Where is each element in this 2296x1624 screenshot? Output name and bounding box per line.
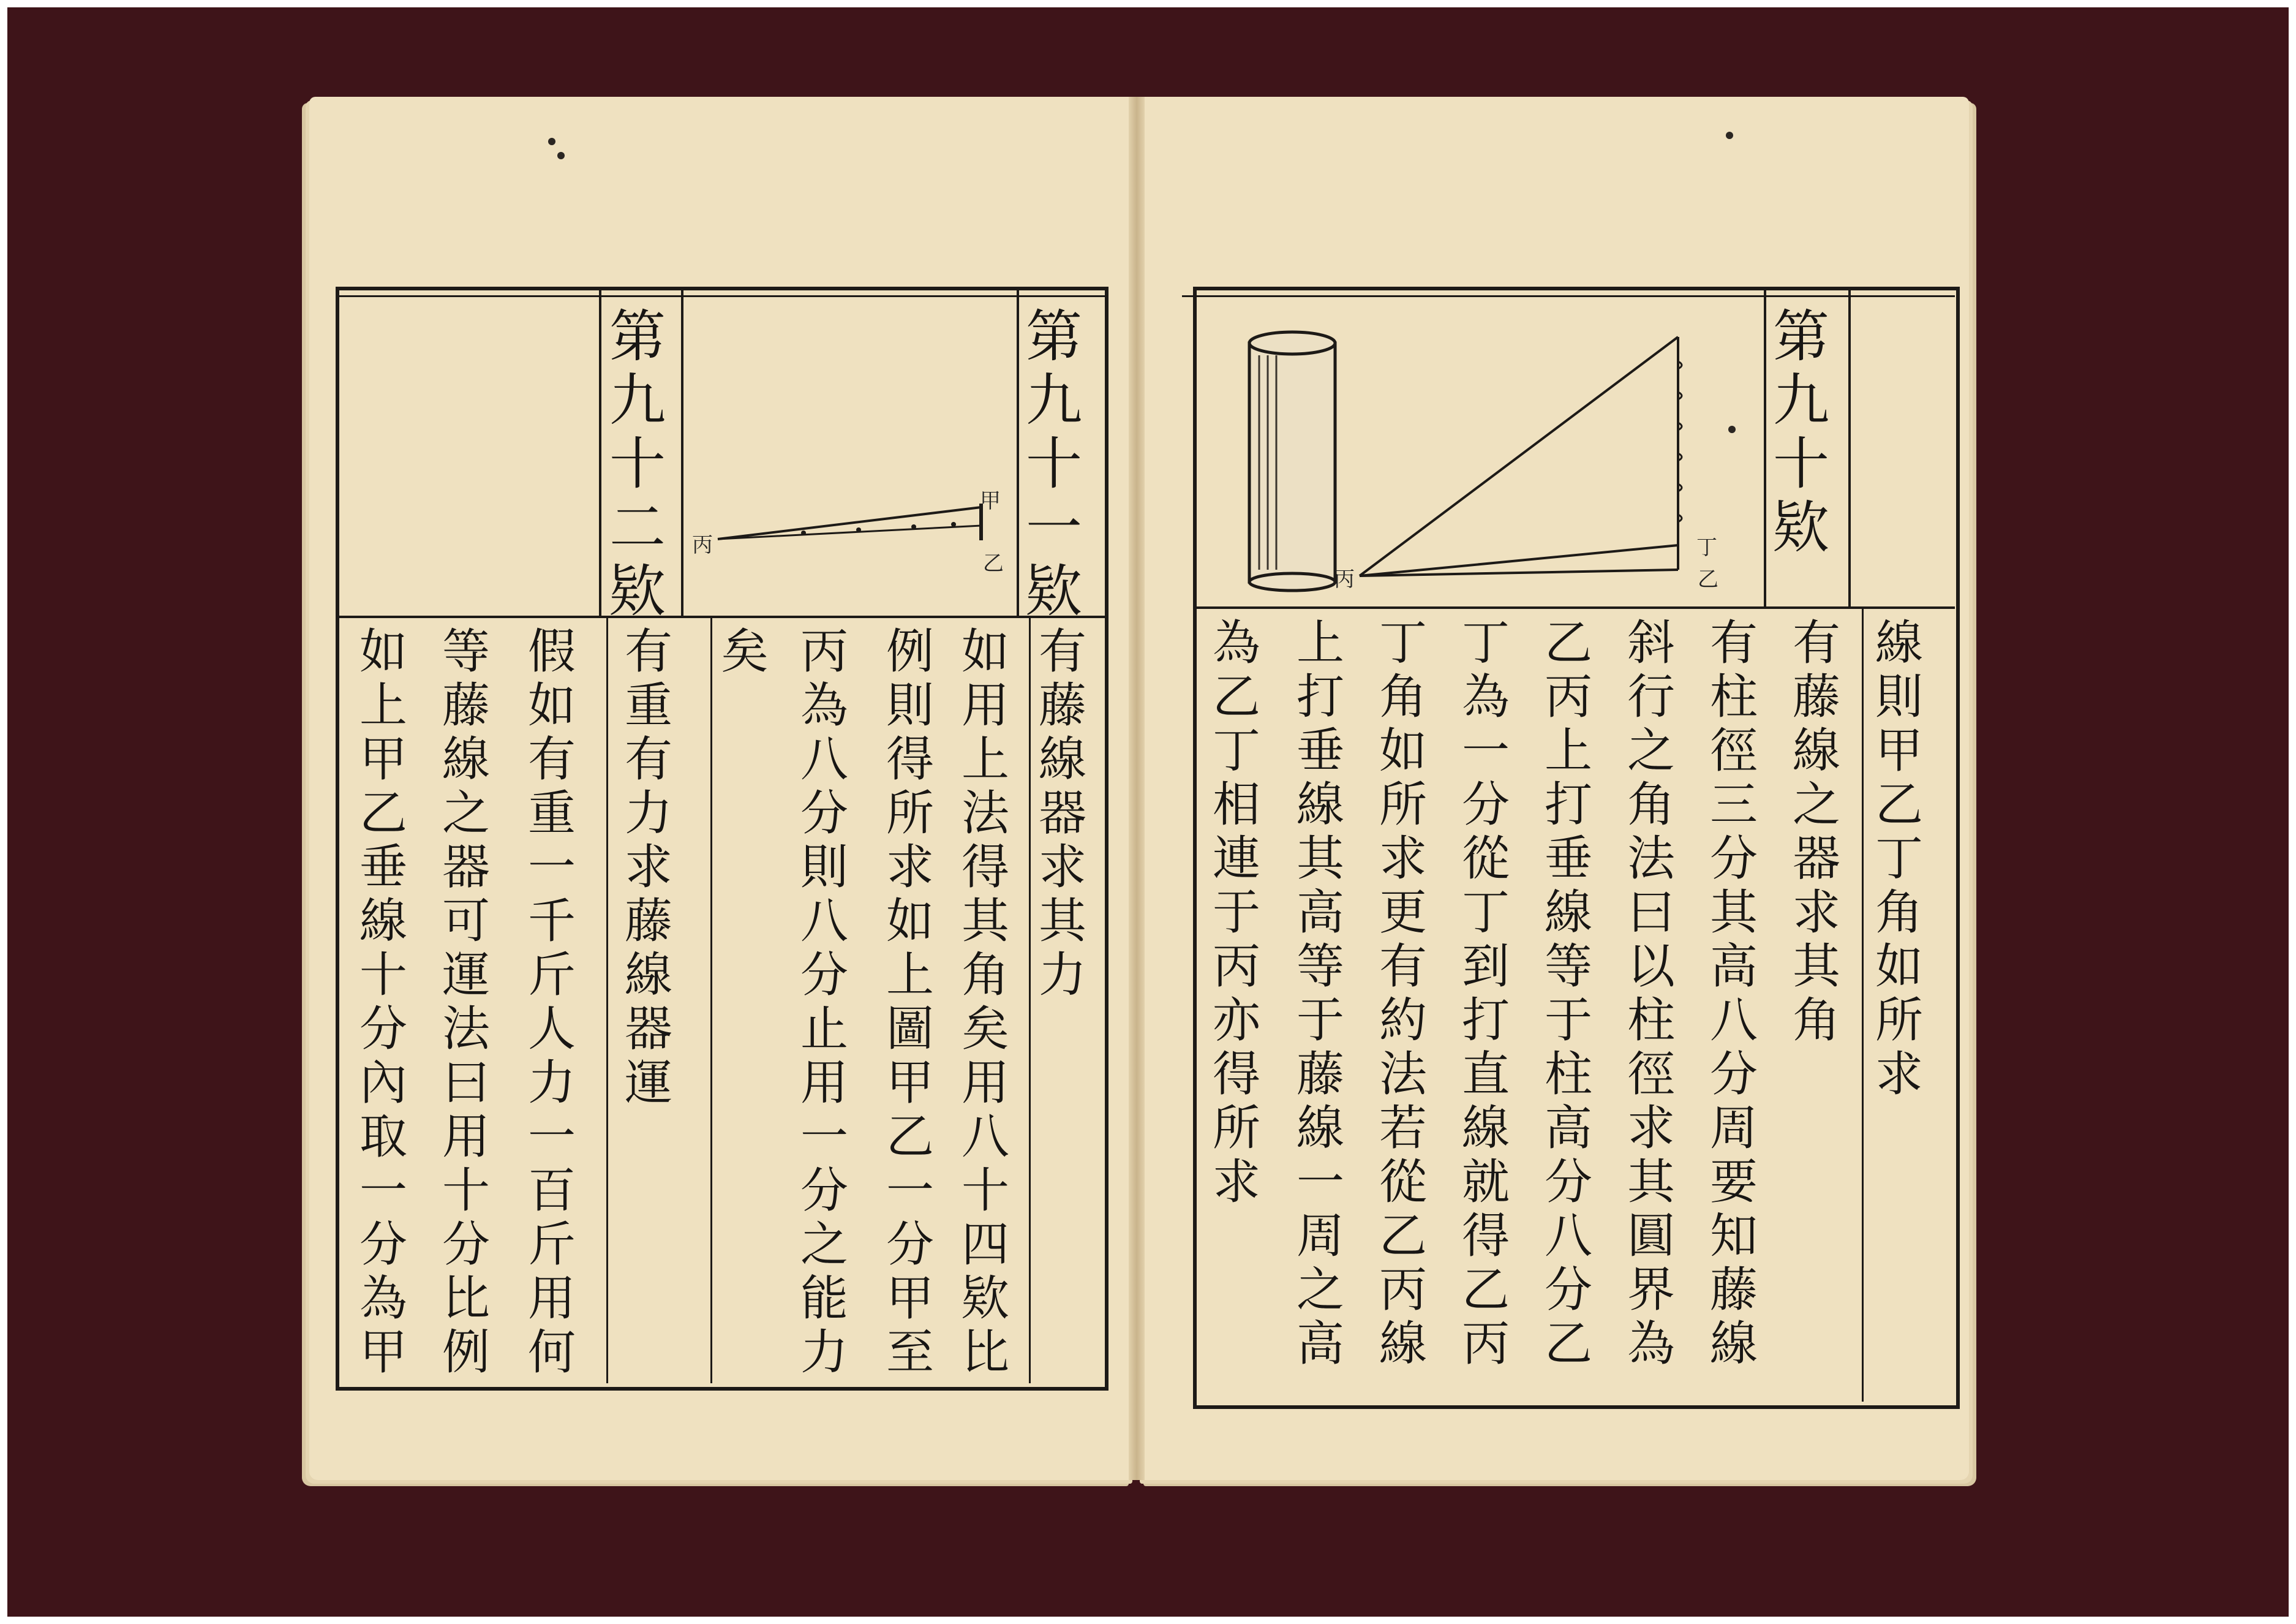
glyph: 于 xyxy=(1296,993,1344,1048)
glyph: 有 xyxy=(1709,616,1758,671)
glyph: 有 xyxy=(624,624,672,679)
glyph: 就 xyxy=(1461,1155,1510,1210)
right-figure-divider xyxy=(1193,606,1955,609)
glyph: 取 xyxy=(359,1109,407,1165)
glyph: 十 xyxy=(609,431,666,497)
glyph: 九 xyxy=(1773,368,1830,433)
glyph: 得 xyxy=(961,840,1009,895)
glyph: 求 xyxy=(1627,1101,1675,1156)
glyph: 若 xyxy=(1379,1101,1427,1156)
glyph: 知 xyxy=(1709,1209,1758,1264)
label-jia-left: 甲 xyxy=(980,489,1001,513)
glyph: 斤 xyxy=(527,1217,576,1272)
right-text-col-6 xyxy=(1461,616,1511,1371)
glyph: 九 xyxy=(609,368,666,433)
glyph: 丁 xyxy=(1379,616,1427,671)
glyph: 假 xyxy=(527,624,576,679)
glyph: 丙 xyxy=(1212,939,1260,994)
glyph: 求 xyxy=(886,840,934,895)
glyph: 圖 xyxy=(886,1002,934,1057)
glyph: 線 xyxy=(1461,1101,1510,1156)
glyph: 為 xyxy=(1461,670,1510,725)
glyph: 矣 xyxy=(720,624,769,679)
glyph: 以 xyxy=(1627,939,1675,994)
glyph: 欵 xyxy=(1026,559,1083,624)
glyph: 分 xyxy=(1544,1263,1592,1318)
glyph: 之 xyxy=(1792,777,1840,833)
glyph: 欵 xyxy=(961,1271,1009,1326)
glyph: 十 xyxy=(961,1163,1009,1218)
glyph: 如 xyxy=(527,678,576,733)
glyph: 高 xyxy=(1709,939,1758,994)
glyph: 一 xyxy=(527,1109,576,1165)
glyph: 止 xyxy=(800,1002,848,1057)
glyph: 八 xyxy=(800,732,848,787)
glyph: 其 xyxy=(1627,1155,1675,1210)
right-text-col-8 xyxy=(1295,616,1346,1371)
glyph: 角 xyxy=(961,948,1009,1003)
glyph: 線 xyxy=(359,894,407,949)
right-text-col-9 xyxy=(1211,616,1262,1209)
glyph: 線 xyxy=(1709,1316,1758,1372)
glyph: 藤 xyxy=(442,678,490,733)
glyph: 如 xyxy=(1379,723,1427,779)
glyph: 其 xyxy=(1709,885,1758,940)
glyph: 柱 xyxy=(1627,993,1675,1048)
left-column-rule-2 xyxy=(710,617,712,1383)
left-text-col-4 xyxy=(799,625,849,1380)
glyph: 乙 xyxy=(1544,616,1592,671)
glyph: 有 xyxy=(1038,624,1086,679)
glyph: 重 xyxy=(527,786,576,841)
glyph: 何 xyxy=(527,1325,576,1380)
glyph: 分 xyxy=(359,1002,407,1057)
right-text-col-2 xyxy=(1791,616,1842,1048)
glyph: 上 xyxy=(961,732,1009,787)
glyph: 分 xyxy=(1544,1155,1592,1210)
glyph: 千 xyxy=(527,894,576,949)
glyph: 分 xyxy=(359,1217,407,1272)
glyph: 乙 xyxy=(1461,1263,1510,1318)
label-bing-left: 丙 xyxy=(692,533,713,557)
right-text-col-1 xyxy=(1874,616,1924,1101)
left-text-col-8 xyxy=(441,625,491,1380)
glyph: 所 xyxy=(1875,993,1923,1048)
book-gutter xyxy=(1129,97,1145,1480)
glyph: 線 xyxy=(1544,885,1592,940)
glyph: 十 xyxy=(1026,431,1083,497)
glyph: 圓 xyxy=(1627,1209,1675,1264)
figure-90-diagram xyxy=(1237,312,1727,594)
glyph: 甲 xyxy=(1875,723,1923,779)
glyph: 第 xyxy=(1773,304,1830,369)
glyph: 三 xyxy=(1709,777,1758,833)
glyph: 藤 xyxy=(1709,1263,1758,1318)
glyph: 求 xyxy=(1212,1155,1260,1210)
right-text-col-5 xyxy=(1543,616,1594,1371)
binding-hole-dot xyxy=(1726,132,1733,139)
glyph: 線 xyxy=(1038,732,1086,787)
binding-hole-dot xyxy=(557,152,565,159)
figure-90-title xyxy=(1773,304,1830,561)
glyph: 重 xyxy=(624,678,672,733)
glyph: 垂 xyxy=(1296,723,1344,779)
glyph: 上 xyxy=(1544,723,1592,779)
glyph: 則 xyxy=(800,840,848,895)
label-ding-right: 丁 xyxy=(1696,535,1717,560)
glyph: 高 xyxy=(1296,1316,1344,1372)
right-text-col-7 xyxy=(1378,616,1428,1371)
glyph: 周 xyxy=(1296,1209,1344,1264)
glyph: 器 xyxy=(1038,786,1086,841)
glyph: 行 xyxy=(1627,670,1675,725)
glyph: 甲 xyxy=(886,1271,934,1326)
glyph: 于 xyxy=(1212,885,1260,940)
glyph: 丙 xyxy=(1544,670,1592,725)
glyph: 分 xyxy=(800,1163,848,1218)
glyph: 內 xyxy=(359,1056,407,1111)
glyph: 欵 xyxy=(609,559,666,624)
glyph: 八 xyxy=(961,1109,1009,1165)
glyph: 求 xyxy=(1875,1047,1923,1102)
glyph: 比 xyxy=(442,1271,490,1326)
glyph: 等 xyxy=(1544,939,1592,994)
glyph: 等 xyxy=(1296,939,1344,994)
left-column-rule-3 xyxy=(606,617,608,1383)
glyph: 到 xyxy=(1461,939,1510,994)
glyph: 用 xyxy=(961,678,1009,733)
glyph: 力 xyxy=(624,786,672,841)
glyph: 有 xyxy=(624,732,672,787)
glyph: 線 xyxy=(624,948,672,1003)
glyph: 一 xyxy=(800,1109,848,1165)
right-figure-vline-1 xyxy=(1764,288,1766,608)
glyph: 曰 xyxy=(442,1056,490,1111)
glyph: 八 xyxy=(1709,993,1758,1048)
glyph: 柱 xyxy=(1544,1047,1592,1102)
left-top-double-rule xyxy=(336,295,1108,297)
label-yi-left: 乙 xyxy=(983,551,1004,576)
glyph: 為 xyxy=(1212,616,1260,671)
glyph: 甲 xyxy=(359,1325,407,1380)
glyph: 柱 xyxy=(1709,670,1758,725)
left-text-col-1 xyxy=(1037,625,1088,1002)
figure-91-diagram xyxy=(681,466,1024,588)
glyph: 第 xyxy=(1026,304,1083,369)
glyph: 十 xyxy=(442,1163,490,1218)
glyph: 其 xyxy=(961,894,1009,949)
glyph: 運 xyxy=(442,948,490,1003)
glyph: 能 xyxy=(800,1271,848,1326)
glyph: 打 xyxy=(1461,993,1510,1048)
glyph: 垂 xyxy=(359,840,407,895)
glyph: 角 xyxy=(1875,885,1923,940)
glyph: 百 xyxy=(527,1163,576,1218)
glyph: 分 xyxy=(1709,831,1758,886)
right-column-rule-1 xyxy=(1862,608,1864,1402)
left-figure-vline-1 xyxy=(599,288,601,616)
glyph: 丙 xyxy=(1461,1316,1510,1372)
glyph: 二 xyxy=(609,495,666,561)
glyph: 法 xyxy=(961,786,1009,841)
glyph: 求 xyxy=(624,840,672,895)
left-column-rule-1 xyxy=(1029,617,1031,1383)
glyph: 為 xyxy=(800,678,848,733)
glyph: 乙 xyxy=(1875,777,1923,833)
glyph: 如 xyxy=(961,624,1009,679)
glyph: 所 xyxy=(886,786,934,841)
glyph: 分 xyxy=(442,1217,490,1272)
glyph: 例 xyxy=(886,624,934,679)
glyph: 藤 xyxy=(1296,1047,1344,1102)
glyph: 線 xyxy=(1296,1101,1344,1156)
glyph: 甲 xyxy=(359,732,407,787)
glyph: 分 xyxy=(1461,777,1510,833)
glyph: 得 xyxy=(1461,1209,1510,1264)
glyph: 欵 xyxy=(1773,495,1830,561)
glyph: 器 xyxy=(624,1002,672,1057)
glyph: 得 xyxy=(1212,1047,1260,1102)
glyph: 要 xyxy=(1709,1155,1758,1210)
glyph: 求 xyxy=(1379,831,1427,886)
glyph: 如 xyxy=(1875,939,1923,994)
glyph: 甲 xyxy=(886,1056,934,1111)
binding-hole-dot xyxy=(548,138,555,145)
glyph: 有 xyxy=(527,732,576,787)
glyph: 乙 xyxy=(1544,1316,1592,1372)
glyph: 法 xyxy=(1627,831,1675,886)
glyph: 可 xyxy=(442,894,490,949)
glyph: 力 xyxy=(800,1325,848,1380)
glyph: 從 xyxy=(1379,1155,1427,1210)
glyph: 亦 xyxy=(1212,993,1260,1048)
glyph: 打 xyxy=(1296,670,1344,725)
glyph: 四 xyxy=(961,1217,1009,1272)
glyph: 丁 xyxy=(1461,885,1510,940)
glyph: 則 xyxy=(1875,670,1923,725)
glyph: 乙 xyxy=(886,1109,934,1165)
glyph: 線 xyxy=(1875,616,1923,671)
glyph: 至 xyxy=(886,1325,934,1380)
glyph: 八 xyxy=(1544,1209,1592,1264)
glyph: 藤 xyxy=(1792,670,1840,725)
glyph: 上 xyxy=(359,678,407,733)
glyph: 如 xyxy=(359,624,407,679)
glyph: 力 xyxy=(1038,948,1086,1003)
glyph: 藤 xyxy=(624,894,672,949)
left-text-col-7 xyxy=(527,625,577,1380)
glyph: 線 xyxy=(1792,723,1840,779)
left-text-col-6 xyxy=(623,625,674,1110)
glyph: 所 xyxy=(1212,1101,1260,1156)
figure-91-title xyxy=(1026,304,1083,624)
glyph: 十 xyxy=(359,948,407,1003)
right-top-double-rule xyxy=(1182,295,1955,297)
label-bing-right: 丙 xyxy=(1334,567,1355,592)
glyph: 為 xyxy=(1627,1316,1675,1372)
glyph: 更 xyxy=(1379,885,1427,940)
left-text-col-3 xyxy=(885,625,935,1380)
right-text-col-4 xyxy=(1626,616,1676,1371)
glyph: 例 xyxy=(442,1325,490,1380)
glyph: 分 xyxy=(886,1217,934,1272)
glyph: 一 xyxy=(886,1163,934,1218)
glyph: 為 xyxy=(359,1271,407,1326)
glyph: 第 xyxy=(609,304,666,369)
left-text-col-9 xyxy=(358,625,408,1380)
glyph: 約 xyxy=(1379,993,1427,1048)
glyph: 所 xyxy=(1379,777,1427,833)
glyph: 如 xyxy=(886,894,934,949)
glyph: 徑 xyxy=(1627,1047,1675,1102)
glyph: 打 xyxy=(1544,777,1592,833)
glyph: 十 xyxy=(1773,431,1830,497)
glyph: 角 xyxy=(1379,670,1427,725)
right-figure-vline-2 xyxy=(1848,288,1851,608)
glyph: 角 xyxy=(1627,777,1675,833)
glyph: 用 xyxy=(800,1056,848,1111)
glyph: 線 xyxy=(1296,777,1344,833)
left-figure-divider xyxy=(336,616,1108,618)
glyph: 求 xyxy=(1038,840,1086,895)
glyph: 周 xyxy=(1709,1101,1758,1156)
glyph: 角 xyxy=(1792,993,1840,1048)
glyph: 藤 xyxy=(1038,678,1086,733)
glyph: 矣 xyxy=(961,1002,1009,1057)
right-text-col-3 xyxy=(1709,616,1759,1371)
glyph: 用 xyxy=(527,1271,576,1326)
left-text-col-5 xyxy=(720,625,770,679)
glyph: 其 xyxy=(1296,831,1344,886)
glyph: 力 xyxy=(527,1056,576,1111)
glyph: 上 xyxy=(1296,616,1344,671)
glyph: 直 xyxy=(1461,1047,1510,1102)
glyph: 從 xyxy=(1461,831,1510,886)
glyph: 器 xyxy=(1792,831,1840,886)
glyph: 連 xyxy=(1212,831,1260,886)
figure-92-title xyxy=(609,304,666,624)
glyph: 一 xyxy=(1296,1155,1344,1210)
glyph: 有 xyxy=(1379,939,1427,994)
glyph: 一 xyxy=(527,840,576,895)
glyph: 之 xyxy=(1296,1263,1344,1318)
glyph: 線 xyxy=(1379,1316,1427,1372)
glyph: 用 xyxy=(961,1056,1009,1111)
glyph: 上 xyxy=(886,948,934,1003)
glyph: 之 xyxy=(442,786,490,841)
glyph: 分 xyxy=(800,948,848,1003)
glyph: 之 xyxy=(800,1217,848,1272)
glyph: 八 xyxy=(800,894,848,949)
glyph: 界 xyxy=(1627,1263,1675,1318)
glyph: 其 xyxy=(1792,939,1840,994)
glyph: 乙 xyxy=(1379,1209,1427,1264)
glyph: 法 xyxy=(442,1002,490,1057)
glyph: 法 xyxy=(1379,1047,1427,1102)
glyph: 一 xyxy=(1026,495,1083,561)
glyph: 乙 xyxy=(1212,670,1260,725)
glyph: 等 xyxy=(442,624,490,679)
glyph: 高 xyxy=(1544,1101,1592,1156)
glyph: 丙 xyxy=(800,624,848,679)
glyph: 得 xyxy=(886,732,934,787)
label-yi-right: 乙 xyxy=(1698,567,1718,592)
glyph: 垂 xyxy=(1544,831,1592,886)
left-text-col-2 xyxy=(960,625,1011,1380)
glyph: 丁 xyxy=(1212,723,1260,779)
glyph: 相 xyxy=(1212,777,1260,833)
glyph: 九 xyxy=(1026,368,1083,433)
glyph: 求 xyxy=(1792,885,1840,940)
glyph: 乙 xyxy=(359,786,407,841)
glyph: 一 xyxy=(1461,723,1510,779)
glyph: 分 xyxy=(800,786,848,841)
glyph: 線 xyxy=(442,732,490,787)
glyph: 一 xyxy=(359,1163,407,1218)
glyph: 分 xyxy=(1709,1047,1758,1102)
glyph: 丁 xyxy=(1875,831,1923,886)
glyph: 之 xyxy=(1627,723,1675,779)
glyph: 丁 xyxy=(1461,616,1510,671)
glyph: 丙 xyxy=(1379,1263,1427,1318)
glyph: 高 xyxy=(1296,885,1344,940)
glyph: 用 xyxy=(442,1109,490,1165)
glyph: 斤 xyxy=(527,948,576,1003)
glyph: 徑 xyxy=(1709,723,1758,779)
glyph: 斜 xyxy=(1627,616,1675,671)
glyph: 運 xyxy=(624,1056,672,1111)
binding-hole-dot xyxy=(1728,426,1736,433)
glyph: 則 xyxy=(886,678,934,733)
glyph: 其 xyxy=(1038,894,1086,949)
glyph: 器 xyxy=(442,840,490,895)
glyph: 人 xyxy=(527,1002,576,1057)
glyph: 于 xyxy=(1544,993,1592,1048)
glyph: 有 xyxy=(1792,616,1840,671)
glyph: 比 xyxy=(961,1325,1009,1380)
glyph: 曰 xyxy=(1627,885,1675,940)
